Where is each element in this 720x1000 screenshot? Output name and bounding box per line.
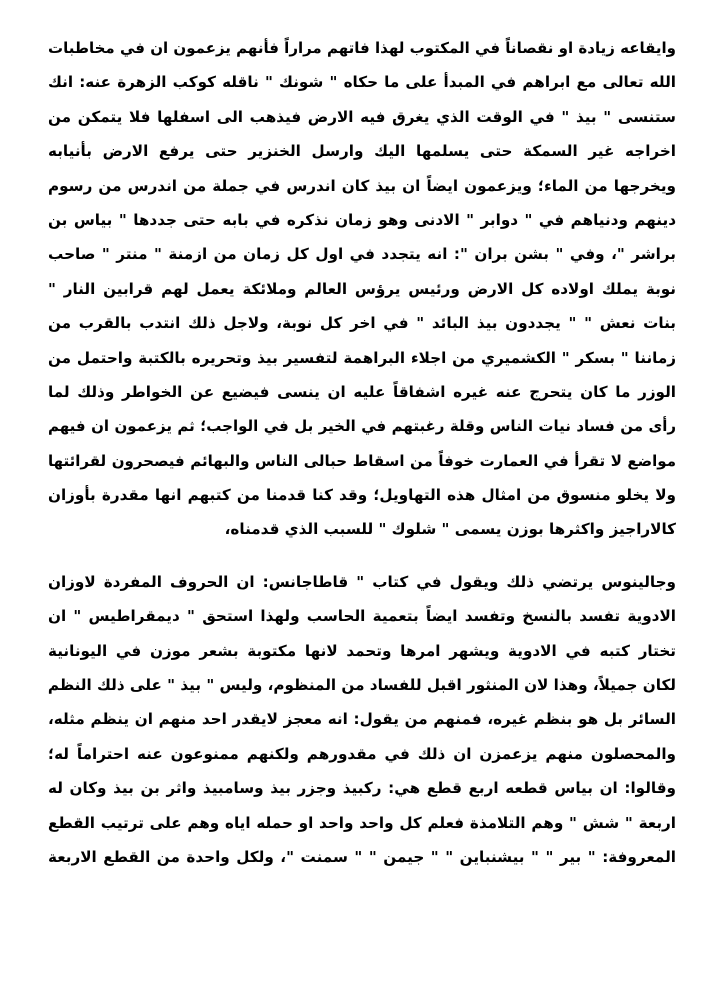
- paragraph-1: [48, 31, 676, 547]
- text-line: دينهم ودنياهم في " دوابر " الادنى وهو زمان نذكره في بابه حتى جددها " بياس بن: [48, 210, 676, 229]
- text-line: مواضع لا تقرأ في العمارت خوفاً من اسقاط حبالى الناس والبهائم فيصحرون لقرائتها: [48, 451, 676, 470]
- text-line: ولا يخلو منسوق من امثال هذه التهاويل؛ وقد كنا قدمنا من كتبهم انها مقدرة بأوزان: [48, 486, 676, 505]
- text-line: كالاراجيز واكثرها بوزن يسمى " شلوك " للسبب الذي قدمناه،: [224, 520, 676, 539]
- paragraph-2: [48, 565, 676, 875]
- text-line: رأى من فساد نيات الناس وقلة رغبتهم في الخير بل في الواجب؛ ثم يزعمون ان فيهم: [48, 417, 676, 436]
- text-line: براشر "، وفي " بشن بران ": انه يتجدد في اول كل زمان من ازمنة " منتر " صاحب: [48, 245, 676, 264]
- text-line: والمحصلون منهم يزعمزن ان ذلك في مقدورهم ولكنهم ممنوعون عنه احتراماً له؛: [48, 744, 676, 763]
- text-line: الوزر ما كان يتحرج عنه غيره اشفاقاً عليه ان ينسى فيضيع عن الخواطر وذلك لما: [48, 382, 676, 401]
- text-line: المعروفة: " بير " " بيشنباين " " جيمن " " سمنت "، ولكل واحدة من القطع الاربعة: [48, 847, 676, 866]
- text-line: اربعة " شش " وهم التلامذة فعلم كل واحد واحد او حمله اياه وهم على ترتيب القطع: [48, 813, 676, 832]
- text-line: الادوية تفسد بالنسخ وتفسد ايضاً بتعمية الحاسب ولهذا استحق " ديمقراطيس " ان: [48, 607, 676, 626]
- document-page: [48, 31, 676, 874]
- text-line: بنات نعش " " يجددون بيذ البائد " في اخر كل نوبة، ولاجل ذلك انتدب بالقرب من: [48, 314, 676, 333]
- text-line: وايقاعه زيادة او نقصاناً في المكتوب لهذا فاتهم مراراً فأنهم يزعمون ان في مخاطبات: [48, 39, 676, 57]
- text-line: زماننا " بسكر " الكشميري من اجلاء البراهمة لتفسير بيذ وتحريره بالكتبة واحتمل من: [48, 348, 676, 367]
- text-line: ويخرجها من الماء؛ ويزعمون ايضاً ان بيذ كان اندرس في جملة من اندرس من رسوم: [48, 176, 676, 195]
- text-line: تختار كتبه في الادوية ويشهر امرها وتحمد لانها مكتوبة بشعر موزن في اليونانية: [48, 641, 676, 660]
- text-line: وجالينوس يرتضي ذلك ويقول في كتاب " قاطاجانس: ان الحروف المفردة لاوزان: [48, 572, 676, 591]
- text-line: السائر بل هو بنظم غيره، فمنهم من يقول: انه معجز لايقدر احد منهم ان ينظم مثله،: [48, 710, 676, 729]
- text-line: الله تعالى مع ابراهم في المبدأ على ما حكاه " شونك " ناقله كوكب الزهرة عنه: انك: [48, 73, 676, 92]
- text-line: ستنسى " بيذ " في الوقت الذي يغرق فيه الارض فيذهب الى اسفلها فلا يتمكن من: [48, 107, 676, 126]
- text-line: لكان جميلاً، وهذا لان المنثور اقبل للفساد من المنظوم، وليس " بيذ " على ذلك النظم: [48, 676, 676, 695]
- text-line: وقالوا: ان بياس قطعه اربع قطع هي: ركبيذ وجزر بيذ وسامبيذ واثر بن بيذ وكان له: [48, 779, 676, 798]
- paragraph-gap: [48, 547, 676, 565]
- text-line: نوبة يملك اولاده كل الارض ورئيس يرؤس العالم وملائكة يعمل لهم قرابين النار ": [48, 279, 676, 298]
- text-line: اخراجه غير السمكة حتى يسلمها اليك وارسل الخنزير حتى يرفع الارض بأنيابه: [48, 142, 676, 161]
